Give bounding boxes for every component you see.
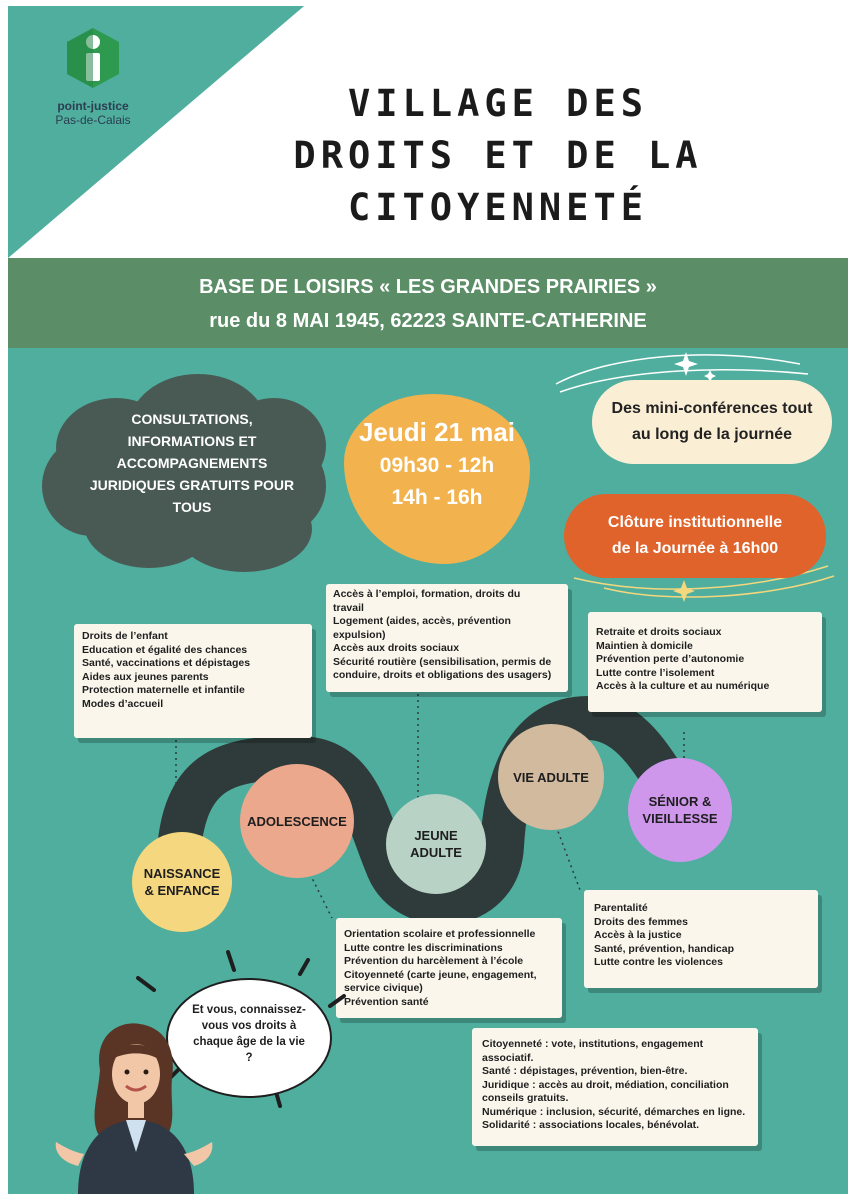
info-line: Aides aux jeunes parents: [82, 670, 209, 683]
afternoon-slot: 14h - 16h: [391, 486, 483, 509]
info-line: conduire, droits et obligations des usagers): [333, 669, 552, 681]
info-line: Sécurité routière (sensibilisation, permis de: [333, 655, 552, 668]
info-line: Citoyenneté : vote, institutions, engagement: [482, 1038, 704, 1050]
poster: [8, 6, 848, 1194]
event-day: Jeudi 21 mai: [358, 417, 516, 447]
mini-conf-line-2: au long de la journée: [631, 426, 793, 443]
info-line: Retraite et droits sociaux: [596, 626, 722, 638]
info-line: Numérique : inclusion, sécurité, démarches en ligne.: [482, 1105, 746, 1118]
title-line-3: CITOYENNETÉ: [347, 186, 649, 229]
venue-name: BASE DE LOISIRS « LES GRANDES PRAIRIES »: [199, 276, 657, 298]
info-line: Lutte contre l’isolement: [596, 666, 715, 679]
title-line-2: DROITS ET DE LA: [293, 134, 703, 177]
bubble-line: vous vos droits à: [201, 1020, 297, 1032]
stage-label: ADOLESCENCE: [247, 813, 347, 829]
info-line: Protection maternelle et infantile: [82, 684, 245, 696]
info-line: Orientation scolaire et professionnelle: [344, 928, 536, 940]
closing-line-1: Clôture institutionnelle: [607, 514, 783, 531]
info-line: Santé, vaccinations et dépistages: [82, 657, 251, 669]
info-line: Accès à la culture et au numérique: [596, 680, 770, 692]
info-line: Modes d’accueil: [82, 697, 164, 710]
stage-label: ADULTE: [410, 845, 462, 860]
woman-illustration-icon: [48, 1016, 218, 1194]
info-line: Juridique : accès au droit, médiation, conciliation: [482, 1078, 729, 1091]
info-line: conseils gratuits.: [482, 1092, 569, 1104]
info-line: Logement (aides, accès, prévention: [333, 615, 511, 627]
morning-slot: 09h30 - 12h: [379, 454, 495, 477]
info-line: Santé, prévention, handicap: [594, 942, 735, 955]
info-line: Solidarité : associations locales, bénévolat.: [482, 1119, 700, 1131]
closing-line-2: de la Journée à 16h00: [611, 540, 779, 557]
bubble-line: ?: [245, 1052, 253, 1064]
info-line: associatif.: [482, 1051, 534, 1064]
consult-line: INFORMATIONS ET: [127, 433, 257, 449]
info-line: Parentalité: [594, 902, 648, 914]
consult-line: ACCOMPAGNEMENTS: [116, 455, 268, 471]
stage-label: VIE ADULTE: [513, 769, 589, 785]
info-line: Accès à l’emploi, formation, droits du: [333, 588, 521, 600]
stage-label: NAISSANCE: [143, 866, 221, 881]
stage-label: SÉNIOR &: [648, 794, 712, 809]
info-line: Droits des femmes: [594, 915, 688, 928]
consult-line: JURIDIQUES GRATUITS POUR: [89, 477, 295, 493]
bubble-line: Et vous, connaissez-: [192, 1004, 306, 1016]
title-line-1: VILLAGE DES: [347, 82, 649, 125]
info-line: Education et égalité des chances: [82, 643, 248, 656]
info-line: Santé : dépistages, prévention, bien-être.: [482, 1065, 688, 1077]
logo-subtitle: Pas-de-Calais: [55, 113, 131, 127]
logo-name: point-justice: [57, 99, 129, 113]
stage-label: & ENFANCE: [144, 883, 220, 898]
info-line: Accès à la justice: [594, 929, 682, 941]
consult-line: CONSULTATIONS,: [131, 411, 253, 427]
info-line: Maintien à domicile: [596, 639, 693, 652]
info-line: Lutte contre les discriminations: [344, 941, 503, 954]
consult-line: TOUS: [172, 499, 212, 515]
info-line: Prévention du harcèlement à l’école: [344, 955, 524, 967]
stage-label: JEUNE: [414, 828, 458, 843]
info-line: Accès aux droits sociaux: [333, 642, 460, 654]
bubble-line: chaque âge de la vie: [193, 1036, 305, 1048]
stage-label: VIEILLESSE: [642, 811, 718, 826]
info-line: Prévention perte d’autonomie: [596, 653, 745, 665]
info-line: travail: [333, 601, 364, 614]
info-line: Droits de l’enfant: [82, 630, 168, 642]
mini-conf-line-1: Des mini-conférences tout: [611, 400, 813, 417]
info-line: Citoyenneté (carte jeune, engagement,: [344, 968, 537, 981]
info-line: expulsion): [333, 628, 386, 641]
info-line: service civique): [344, 982, 423, 994]
info-line: Prévention santé: [344, 995, 429, 1008]
venue-address: rue du 8 MAI 1945, 62223 SAINTE-CATHERINE: [209, 310, 647, 332]
info-line: Lutte contre les violences: [594, 956, 723, 968]
